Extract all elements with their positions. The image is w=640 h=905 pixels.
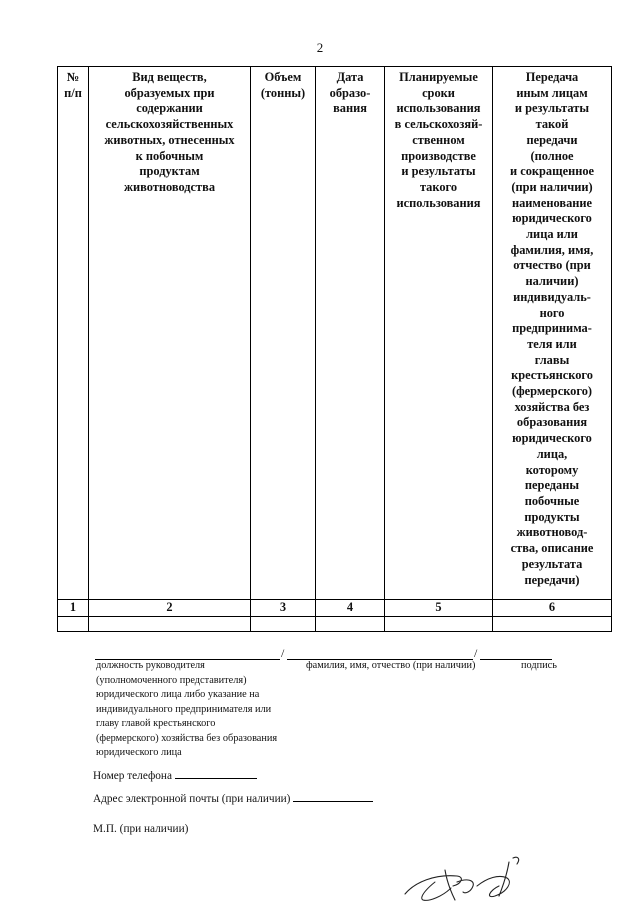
column-number: 4: [316, 600, 385, 617]
header-number: № п/п: [58, 67, 89, 600]
table-header-row: [58, 67, 612, 600]
table-row: [58, 617, 612, 632]
column-number: 3: [251, 600, 316, 617]
separator-slash: /: [474, 646, 478, 660]
header-date: Дата образо- вания: [316, 67, 385, 600]
header-volume: Объем (тонны): [251, 67, 316, 600]
phone-label: Номер телефона: [93, 770, 172, 782]
separator-slash: /: [281, 646, 285, 660]
phone-input-line[interactable]: [175, 768, 257, 779]
empty-cell[interactable]: [89, 617, 251, 632]
column-number: 2: [89, 600, 251, 617]
empty-cell[interactable]: [316, 617, 385, 632]
email-label: Адрес электронной почты (при наличии): [93, 793, 291, 805]
header-planned-use: Планируемые сроки использования в сельскохозяй- ственном производстве и результаты такого использования: [385, 67, 493, 600]
phone-field: [93, 768, 257, 782]
column-number: 6: [493, 600, 612, 617]
report-table: [57, 66, 612, 632]
handwritten-signature: [395, 852, 530, 904]
email-input-line[interactable]: [293, 791, 373, 802]
column-number: 5: [385, 600, 493, 617]
signature-caption: подпись: [521, 660, 557, 671]
empty-cell[interactable]: [58, 617, 89, 632]
column-number: 1: [58, 600, 89, 617]
empty-cell[interactable]: [493, 617, 612, 632]
empty-cell[interactable]: [385, 617, 493, 632]
page-number: 2: [316, 40, 324, 55]
name-caption: фамилия, имя, отчество (при наличии): [306, 660, 476, 671]
empty-cell[interactable]: [251, 617, 316, 632]
email-field: [93, 791, 373, 805]
column-number-row: [58, 600, 612, 617]
header-substance-type: Вид веществ, образуемых при содержании сельскохозяйственных животных, отнесенных к побочным продуктам животноводства: [89, 67, 251, 600]
header-transfer: Передача иным лицам и результаты такой передачи (полное и сокращенное (при наличии) наименование юридического лица или фамилия, имя, отчество (при наличии) индивидуаль- ного предпринима- теля или главы крестьянского (фермерского) хозяйства без образования юридического лица, которому переданы побочные продукты животновод- ства, описание результата передачи): [493, 67, 612, 600]
position-caption: должность руководителя (уполномоченного представителя) юридического лица либо указание на индивидуального предпринимателя или главу главой крестьянского (фермерского) хозяйства без образования юридического лица: [96, 660, 278, 758]
seal-label: М.П. (при наличии): [93, 823, 189, 835]
